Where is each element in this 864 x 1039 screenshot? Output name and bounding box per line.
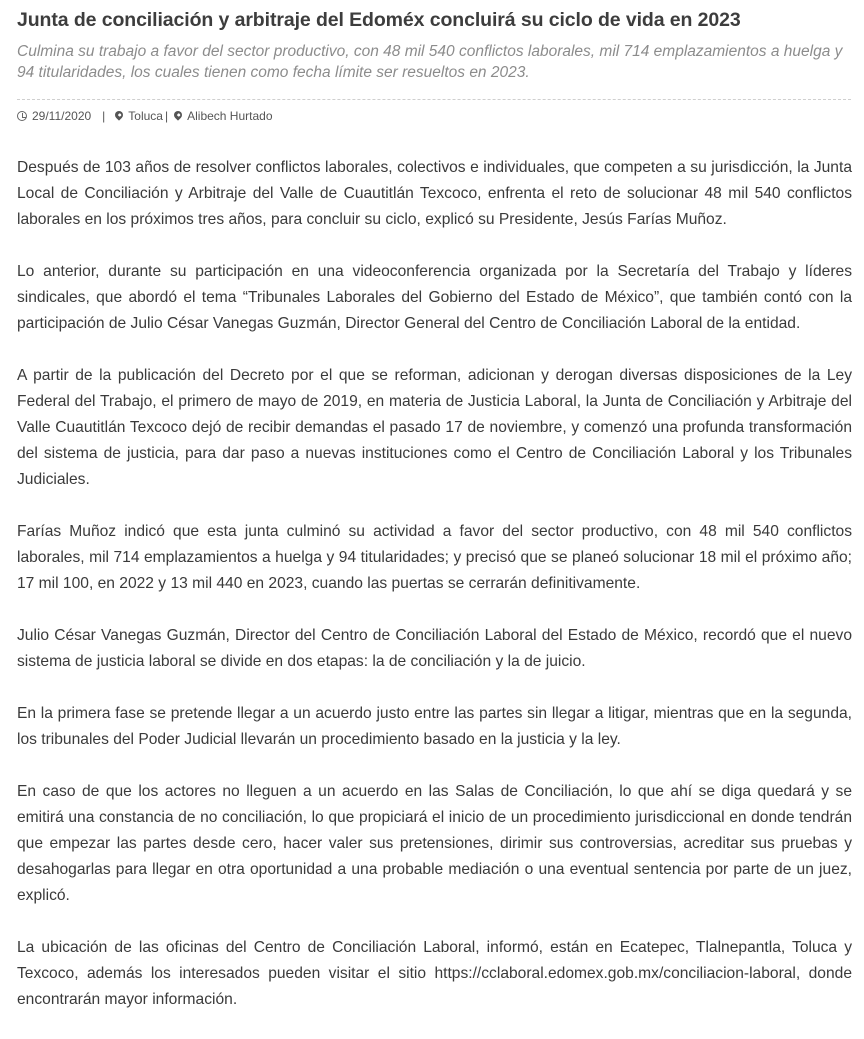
paragraph: Julio César Vanegas Guzmán, Director del Centro de Conciliación Laboral del Estado de México, recordó que el nuevo sistema de justicia laboral se divide en dos etapas: la de conciliación y la de juicio. — [17, 627, 852, 670]
paragraph: Lo anterior, durante su participación en una videoconferencia organizada por la Secretaría del Trabajo y líderes sindicales, que abordó el tema “Tribunales Laborales del Gobierno del Estado de México”, que también contó con la participación de Julio César Vanegas Guzmán, Director General del Centro de Conciliación Laboral de la entidad. — [17, 263, 852, 332]
meta-separator: | — [102, 109, 106, 123]
article-body — [17, 155, 852, 1039]
map-marker-icon — [114, 109, 125, 120]
paragraph: En la primera fase se pretende llegar a un acuerdo justo entre las partes sin llegar a litigar, mientras que en la segunda, los tribunales del Poder Judicial llevarán un procedimiento basado en la justicia y la ley. — [17, 705, 852, 748]
paragraph: A partir de la publicación del Decreto por el que se reforman, adicionan y derogan diversas disposiciones de la Ley Federal del Trabajo, el primero de mayo de 2019, en materia de Justicia Laboral, la Junta de Conciliación y Arbitraje del Valle Cuautitlán Texcoco dejó de recibir demandas el pasado 17 de noviembre, y comenzó una profunda transformación del sistema de justicia, para dar paso a nuevas instituciones como el Centro de Conciliación Laboral y los Tribunales Judiciales. — [17, 367, 852, 488]
meta-date — [17, 109, 91, 123]
article-title: Junta de conciliación y arbitraje del Edoméx concluirá su ciclo de vida en 2023 — [17, 9, 741, 31]
meta-separator: | — [164, 109, 169, 123]
paragraph: La ubicación de las oficinas del Centro de Conciliación Laboral, informó, están en Ecatepec, Tlalnepantla, Toluca y Texcoco, además los interesados pueden visitar el sitio https://cclaboral.edomex.gob.mx/conciliacion-laboral, donde encontrarán mayor información. — [17, 939, 852, 1008]
clock-icon — [17, 111, 27, 121]
meta-location[interactable] — [115, 109, 163, 123]
meta-author[interactable] — [174, 109, 272, 123]
location-text: Toluca — [128, 109, 163, 123]
paragraph: Después de 103 años de resolver conflictos laborales, colectivos e individuales, que competen a su jurisdicción, la Junta Local de Conciliación y Arbitraje del Valle de Cuautitlán Texcoco, enfrenta el reto de solucionar 48 mil 540 conflictos laborales en los próximos tres años, para concluir su ciclo, explicó su Presidente, Jesús Farías Muñoz. — [17, 159, 852, 228]
article-subtitle: Culmina su trabajo a favor del sector productivo, con 48 mil 540 conflictos laborales, mil 714 emplazamientos a huelga y 94 titularidades, los cuales tienen como fecha límite ser resueltos en 2023. — [17, 43, 843, 81]
paragraph: En caso de que los actores no lleguen a un acuerdo en las Salas de Conciliación, lo que ahí se diga quedará y se emitirá una constancia de no conciliación, lo que propiciará el inicio de un procedimiento jurisdiccional en donde tendrán que empezar las partes desde cero, hacer valer sus pretensiones, dirimir sus controversias, acreditar sus pruebas y desahogarlas para llegar en otra oportunidad a una probable mediación o una eventual sentencia por parte de un juez, explicó. — [17, 783, 852, 904]
map-marker-icon — [172, 109, 183, 120]
date-text: 29/11/2020 — [32, 109, 92, 123]
article-meta — [17, 99, 851, 125]
paragraph: Farías Muñoz indicó que esta junta culminó su actividad a favor del sector productivo, con 48 mil 540 conflictos laborales, mil 714 emplazamientos a huelga y 94 titularidades; y precisó que se planeó solucionar 18 mil el próximo año; 17 mil 100, en 2022 y 13 mil 440 en 2023, cuando las puertas se cerrarán definitivamente. — [17, 523, 852, 592]
author-text: Alibech Hurtado — [187, 109, 273, 123]
